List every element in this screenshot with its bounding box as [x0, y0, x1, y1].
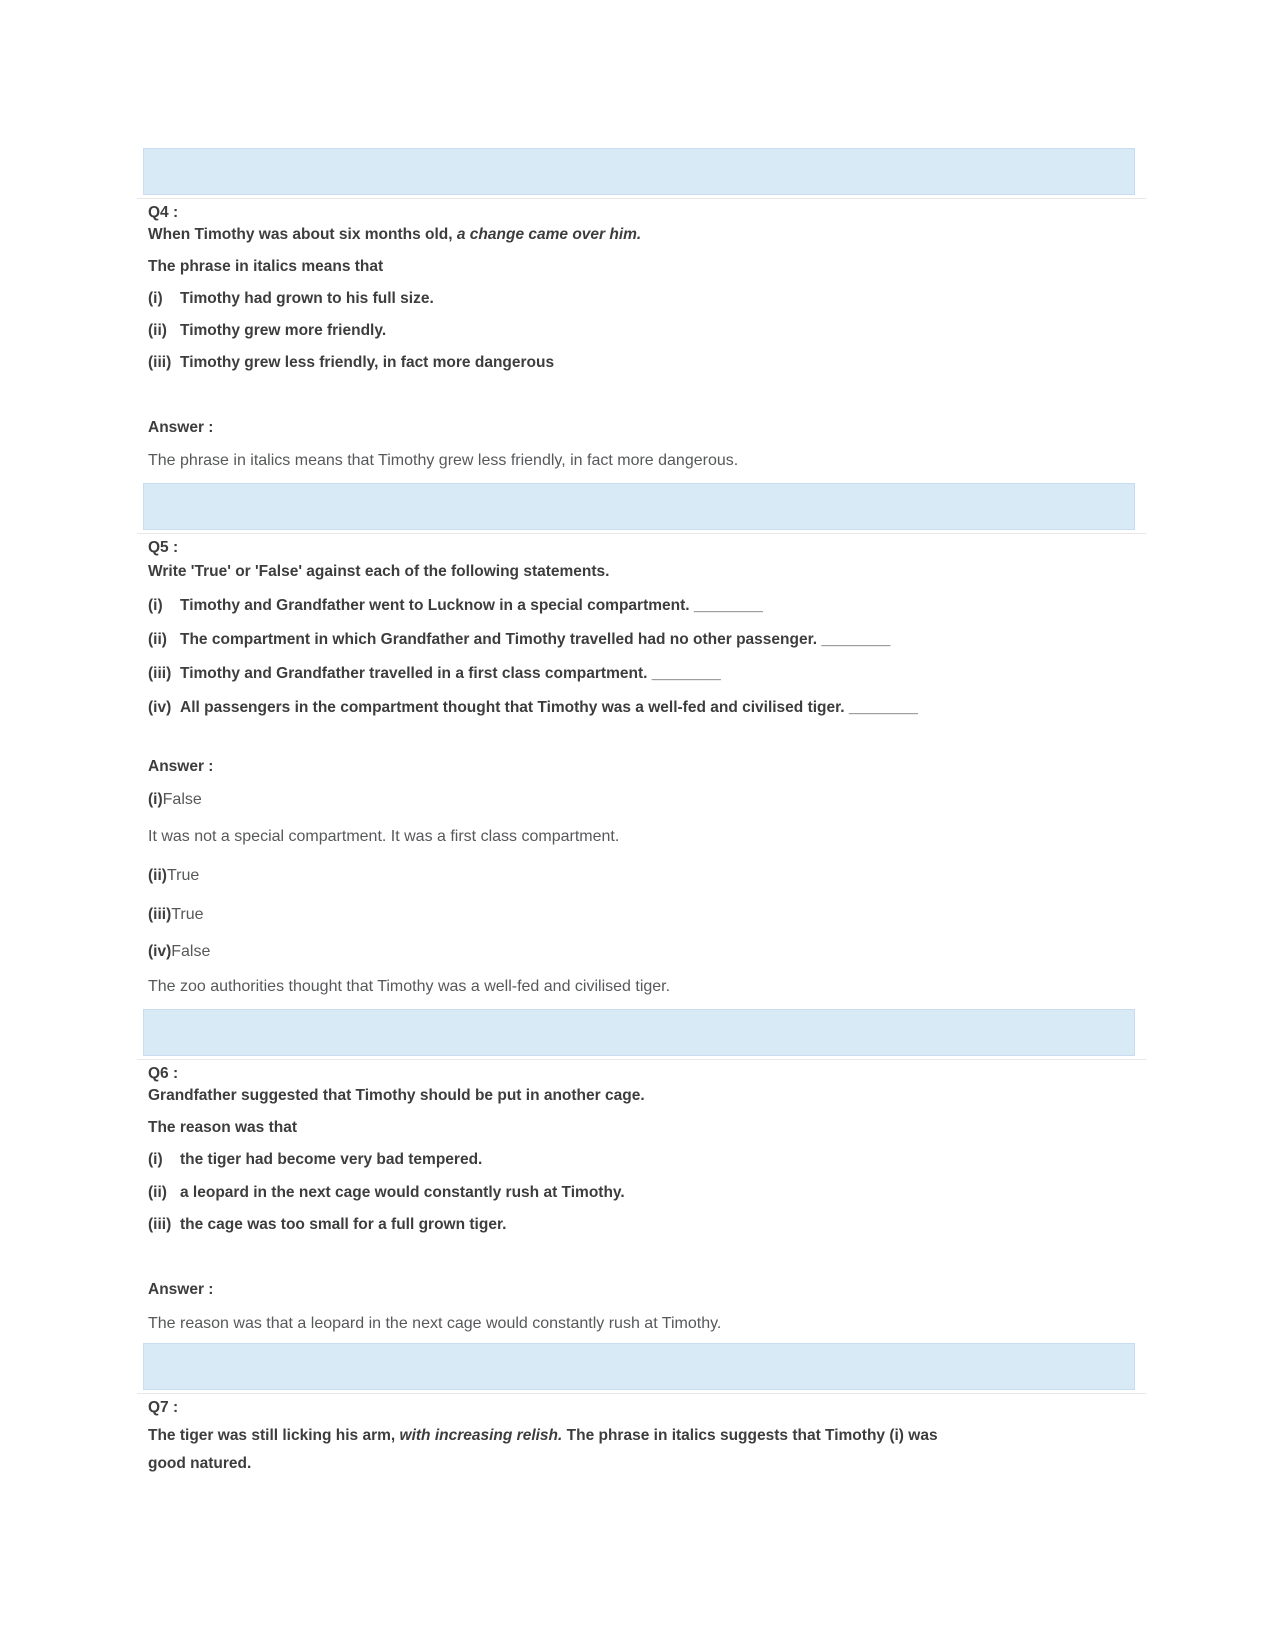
question-text: The reason was that — [148, 1119, 298, 1136]
question-option — [148, 1181, 1135, 1204]
question-section-q7 — [143, 1343, 1135, 1478]
question-section-q4 — [143, 148, 1135, 472]
section-hairline — [137, 533, 1146, 534]
option-text: the tiger had become very bad tempered. — [180, 1151, 483, 1168]
option-marker: (i) — [148, 290, 163, 307]
statement-marker: (ii) — [148, 631, 167, 648]
section-hairline — [137, 1059, 1146, 1060]
question-statement — [148, 594, 1135, 617]
section-divider-bar — [143, 483, 1135, 530]
question-statement — [148, 696, 1135, 719]
question-label: Q7 : — [148, 1399, 179, 1416]
statement-marker: (i) — [148, 597, 163, 614]
option-text: Timothy grew more friendly. — [180, 322, 387, 339]
statement-text: The compartment in which Grandfather and Timothy travelled had no other passenger. ________ — [180, 631, 891, 648]
answer-item-marker: (i) — [148, 791, 163, 808]
question-option — [148, 319, 1135, 342]
answer-label: Answer : — [148, 1281, 214, 1298]
question-text: Grandfather suggested that Timothy should be put in another cage. — [148, 1087, 645, 1104]
answer-text: The phrase in italics means that Timothy grew less friendly, in fact more dangerous. — [148, 452, 739, 469]
question-text — [148, 223, 1135, 246]
question-option — [148, 1148, 1135, 1171]
section-divider-bar — [143, 1343, 1135, 1390]
section-hairline — [137, 1393, 1146, 1394]
answer-text: It was not a special compartment. It was a first class compartment. — [148, 828, 620, 845]
answer-item — [148, 903, 1135, 926]
answer-text: The zoo authorities thought that Timothy was a well-fed and civilised tiger. — [148, 978, 671, 995]
answer-item-marker: (iii) — [148, 906, 172, 923]
question-text-run: When Timothy was about six months old, — [148, 226, 457, 243]
answer-item-value: True — [171, 906, 204, 923]
statement-text: Timothy and Grandfather travelled in a first class compartment. ________ — [180, 665, 721, 682]
question-text-run: The tiger was still licking his arm, — [148, 1427, 400, 1444]
question-option — [148, 1213, 1135, 1236]
section-divider-bar — [143, 148, 1135, 195]
question-option — [148, 287, 1135, 310]
question-label: Q6 : — [148, 1065, 179, 1082]
answer-label: Answer : — [148, 419, 214, 436]
option-marker: (iii) — [148, 354, 172, 371]
question-statement — [148, 628, 1135, 651]
question-text-italic-run: a change came over him. — [456, 226, 642, 243]
option-marker: (ii) — [148, 1184, 167, 1201]
answer-item-value: True — [166, 867, 200, 884]
question-section-q6 — [143, 1009, 1135, 1335]
question-statement — [148, 662, 1135, 685]
answer-text: The reason was that a leopard in the next cage would constantly rush at Timothy. — [148, 1315, 722, 1332]
option-marker: (i) — [148, 1151, 163, 1168]
question-section-q5 — [143, 483, 1135, 998]
statement-text: Timothy and Grandfather went to Lucknow in a special compartment. ________ — [180, 597, 763, 614]
statement-marker: (iv) — [148, 699, 172, 716]
option-text: a leopard in the next cage would constantly rush at Timothy. — [180, 1184, 625, 1201]
answer-label: Answer : — [148, 758, 214, 775]
question-option — [148, 351, 1135, 374]
question-text: The phrase in italics means that — [148, 258, 384, 275]
answer-item-marker: (iv) — [148, 943, 172, 960]
answer-item — [148, 788, 1135, 811]
statement-marker: (iii) — [148, 665, 172, 682]
option-marker: (ii) — [148, 322, 167, 339]
question-label: Q4 : — [148, 204, 179, 221]
section-hairline — [137, 198, 1146, 199]
answer-item — [148, 864, 1135, 887]
answer-item-value: False — [171, 943, 211, 960]
answer-item — [148, 940, 1135, 963]
question-label: Q5 : — [148, 539, 179, 556]
question-text-run: The phrase in italics suggests that Timothy (i) was good natured. — [148, 1427, 938, 1472]
option-text: Timothy grew less friendly, in fact more dangerous — [180, 354, 555, 371]
answer-item-value: False — [162, 791, 202, 808]
option-text: the cage was too small for a full grown tiger. — [180, 1216, 507, 1233]
question-text — [148, 1422, 978, 1478]
statement-text: All passengers in the compartment thought that Timothy was a well-fed and civilised tiger. ________ — [180, 699, 918, 716]
question-text: Write 'True' or 'False' against each of the following statements. — [148, 563, 610, 580]
question-text-italic-run: with increasing relish. — [399, 1427, 563, 1444]
section-divider-bar — [143, 1009, 1135, 1056]
option-marker: (iii) — [148, 1216, 172, 1233]
option-text: Timothy had grown to his full size. — [180, 290, 434, 307]
answer-item-marker: (ii) — [148, 867, 167, 884]
